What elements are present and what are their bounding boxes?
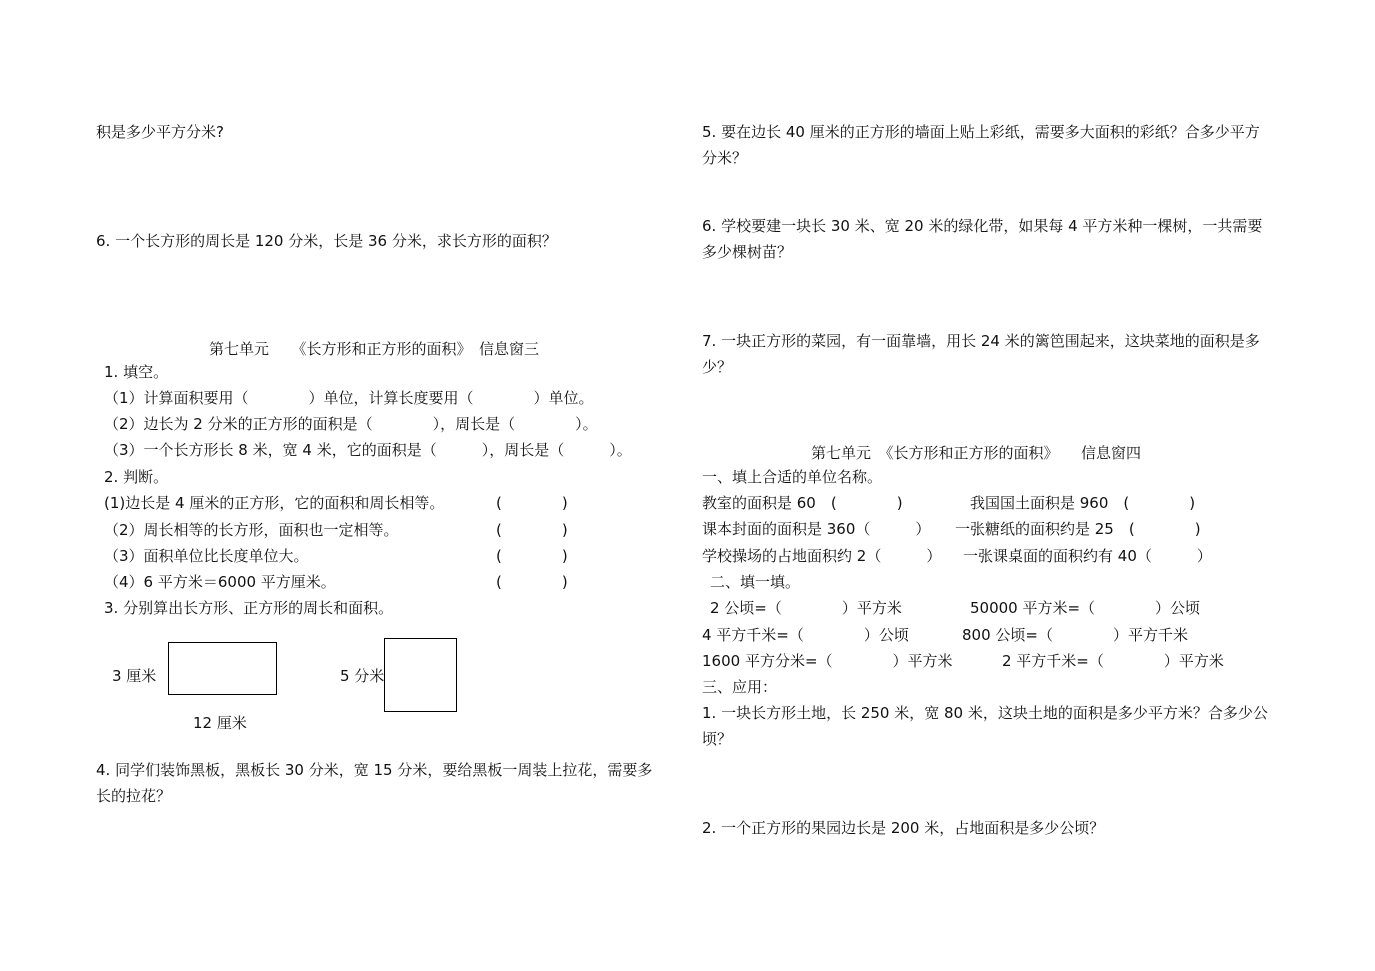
conversion-item: 4 平方千米=（ ）公顷 (702, 626, 909, 644)
part1-heading: 一、填上合适的单位名称。 (702, 468, 883, 486)
q2-heading: 2. 判断。 (104, 468, 169, 486)
unit-fill-item: 教室的面积是 60 ( ) (702, 494, 903, 512)
conversion-item: 2 平方千米=（ ）平方米 (1002, 652, 1224, 670)
q2-item-text: (1)边长是 4 厘米的正方形，它的面积和周长相等。 (104, 494, 445, 512)
application-1-line1: 1. 一块长方形土地，长 250 米，宽 80 米，这块土地的面积是多少平方米？合多少公 (702, 704, 1268, 722)
part3-heading: 三、应用： (702, 678, 778, 696)
rect-height-label: 3 厘米 (112, 667, 157, 685)
conversion-item: 50000 平方米=（ ）公顷 (970, 599, 1201, 617)
q1-heading: 1. 填空。 (104, 363, 169, 381)
square-side-label: 5 分米 (340, 667, 385, 685)
q1-item: （1）计算面积要用（ ）单位，计算长度要用（ ）单位。 (104, 389, 594, 407)
rect-width-label: 12 厘米 (193, 714, 247, 732)
q3-heading: 3. 分别算出长方形、正方形的周长和面积。 (104, 599, 394, 617)
conversion-item: 2 公顷=（ ）平方米 (710, 599, 902, 617)
q2-item-text: （3）面积单位比长度单位大。 (104, 547, 309, 565)
question-4-line1: 4. 同学们装饰黑板，黑板长 30 分米，宽 15 分米，要给黑板一周装上拉花，需要多 (96, 761, 653, 779)
continuation-text: 积是多少平方分米? (96, 123, 224, 141)
conversion-item: 800 公顷=（ ）平方千米 (962, 626, 1188, 644)
q2-item-text: （4）6 平方米＝6000 平方厘米。 (104, 573, 336, 591)
part2-heading: 二、填一填。 (710, 573, 801, 591)
application-2: 2. 一个正方形的果园边长是 200 米，占地面积是多少公顷？ (702, 819, 1105, 837)
q1-item: （2）边长为 2 分米的正方形的面积是（ ），周长是（ ）。 (104, 415, 598, 433)
unit-fill-item: 学校操场的占地面积约 2（ ） (702, 547, 942, 565)
question-6: 6. 一个长方形的周长是 120 分米，长是 36 分米，求长方形的面积？ (96, 232, 557, 250)
unit-fill-item: 我国国土面积是 960 ( ) (970, 494, 1196, 512)
question-5-line1: 5. 要在边长 40 厘米的正方形的墙面上贴上彩纸，需要多大面积的彩纸？合多少平方 (702, 123, 1260, 141)
question-4-line2: 长的拉花？ (96, 787, 172, 805)
square-figure (384, 638, 457, 712)
rectangle-figure (168, 642, 277, 695)
section-title-4: 第七单元 《长方形和正方形的面积》 信息窗四 (811, 444, 1142, 462)
question-5-line2: 分米？ (702, 149, 748, 167)
unit-fill-item: 一张课桌面的面积约有 40（ ） (963, 547, 1212, 565)
question-6-line2: 多少棵树苗？ (702, 243, 793, 261)
conversion-item: 1600 平方分米=（ ）平方米 (702, 652, 953, 670)
unit-fill-item: 课本封面的面积是 360（ ） (702, 520, 931, 538)
question-7-line1: 7. 一块正方形的菜园，有一面靠墙，用长 24 米的篱笆围起来，这块菜地的面积是多 (702, 332, 1260, 350)
section-title-3: 第七单元 《长方形和正方形的面积》 信息窗三 (209, 340, 540, 358)
q2-answer-blank: ( ) (496, 573, 568, 591)
unit-fill-item: 一张糖纸的面积约是 25 ( ) (955, 520, 1201, 538)
q2-answer-blank: ( ) (496, 547, 568, 565)
q2-answer-blank: ( ) (496, 521, 568, 539)
question-7-line2: 少？ (702, 358, 733, 376)
question-6-line1: 6. 学校要建一块长 30 米、宽 20 米的绿化带，如果每 4 平方米种一棵树，一共需要 (702, 217, 1263, 235)
q1-item: （3）一个长方形长 8 米，宽 4 米，它的面积是（ ），周长是（ ）。 (104, 441, 632, 459)
q2-item-text: （2）周长相等的长方形，面积也一定相等。 (104, 521, 399, 539)
application-1-line2: 顷？ (702, 730, 733, 748)
q2-answer-blank: ( ) (496, 494, 568, 512)
